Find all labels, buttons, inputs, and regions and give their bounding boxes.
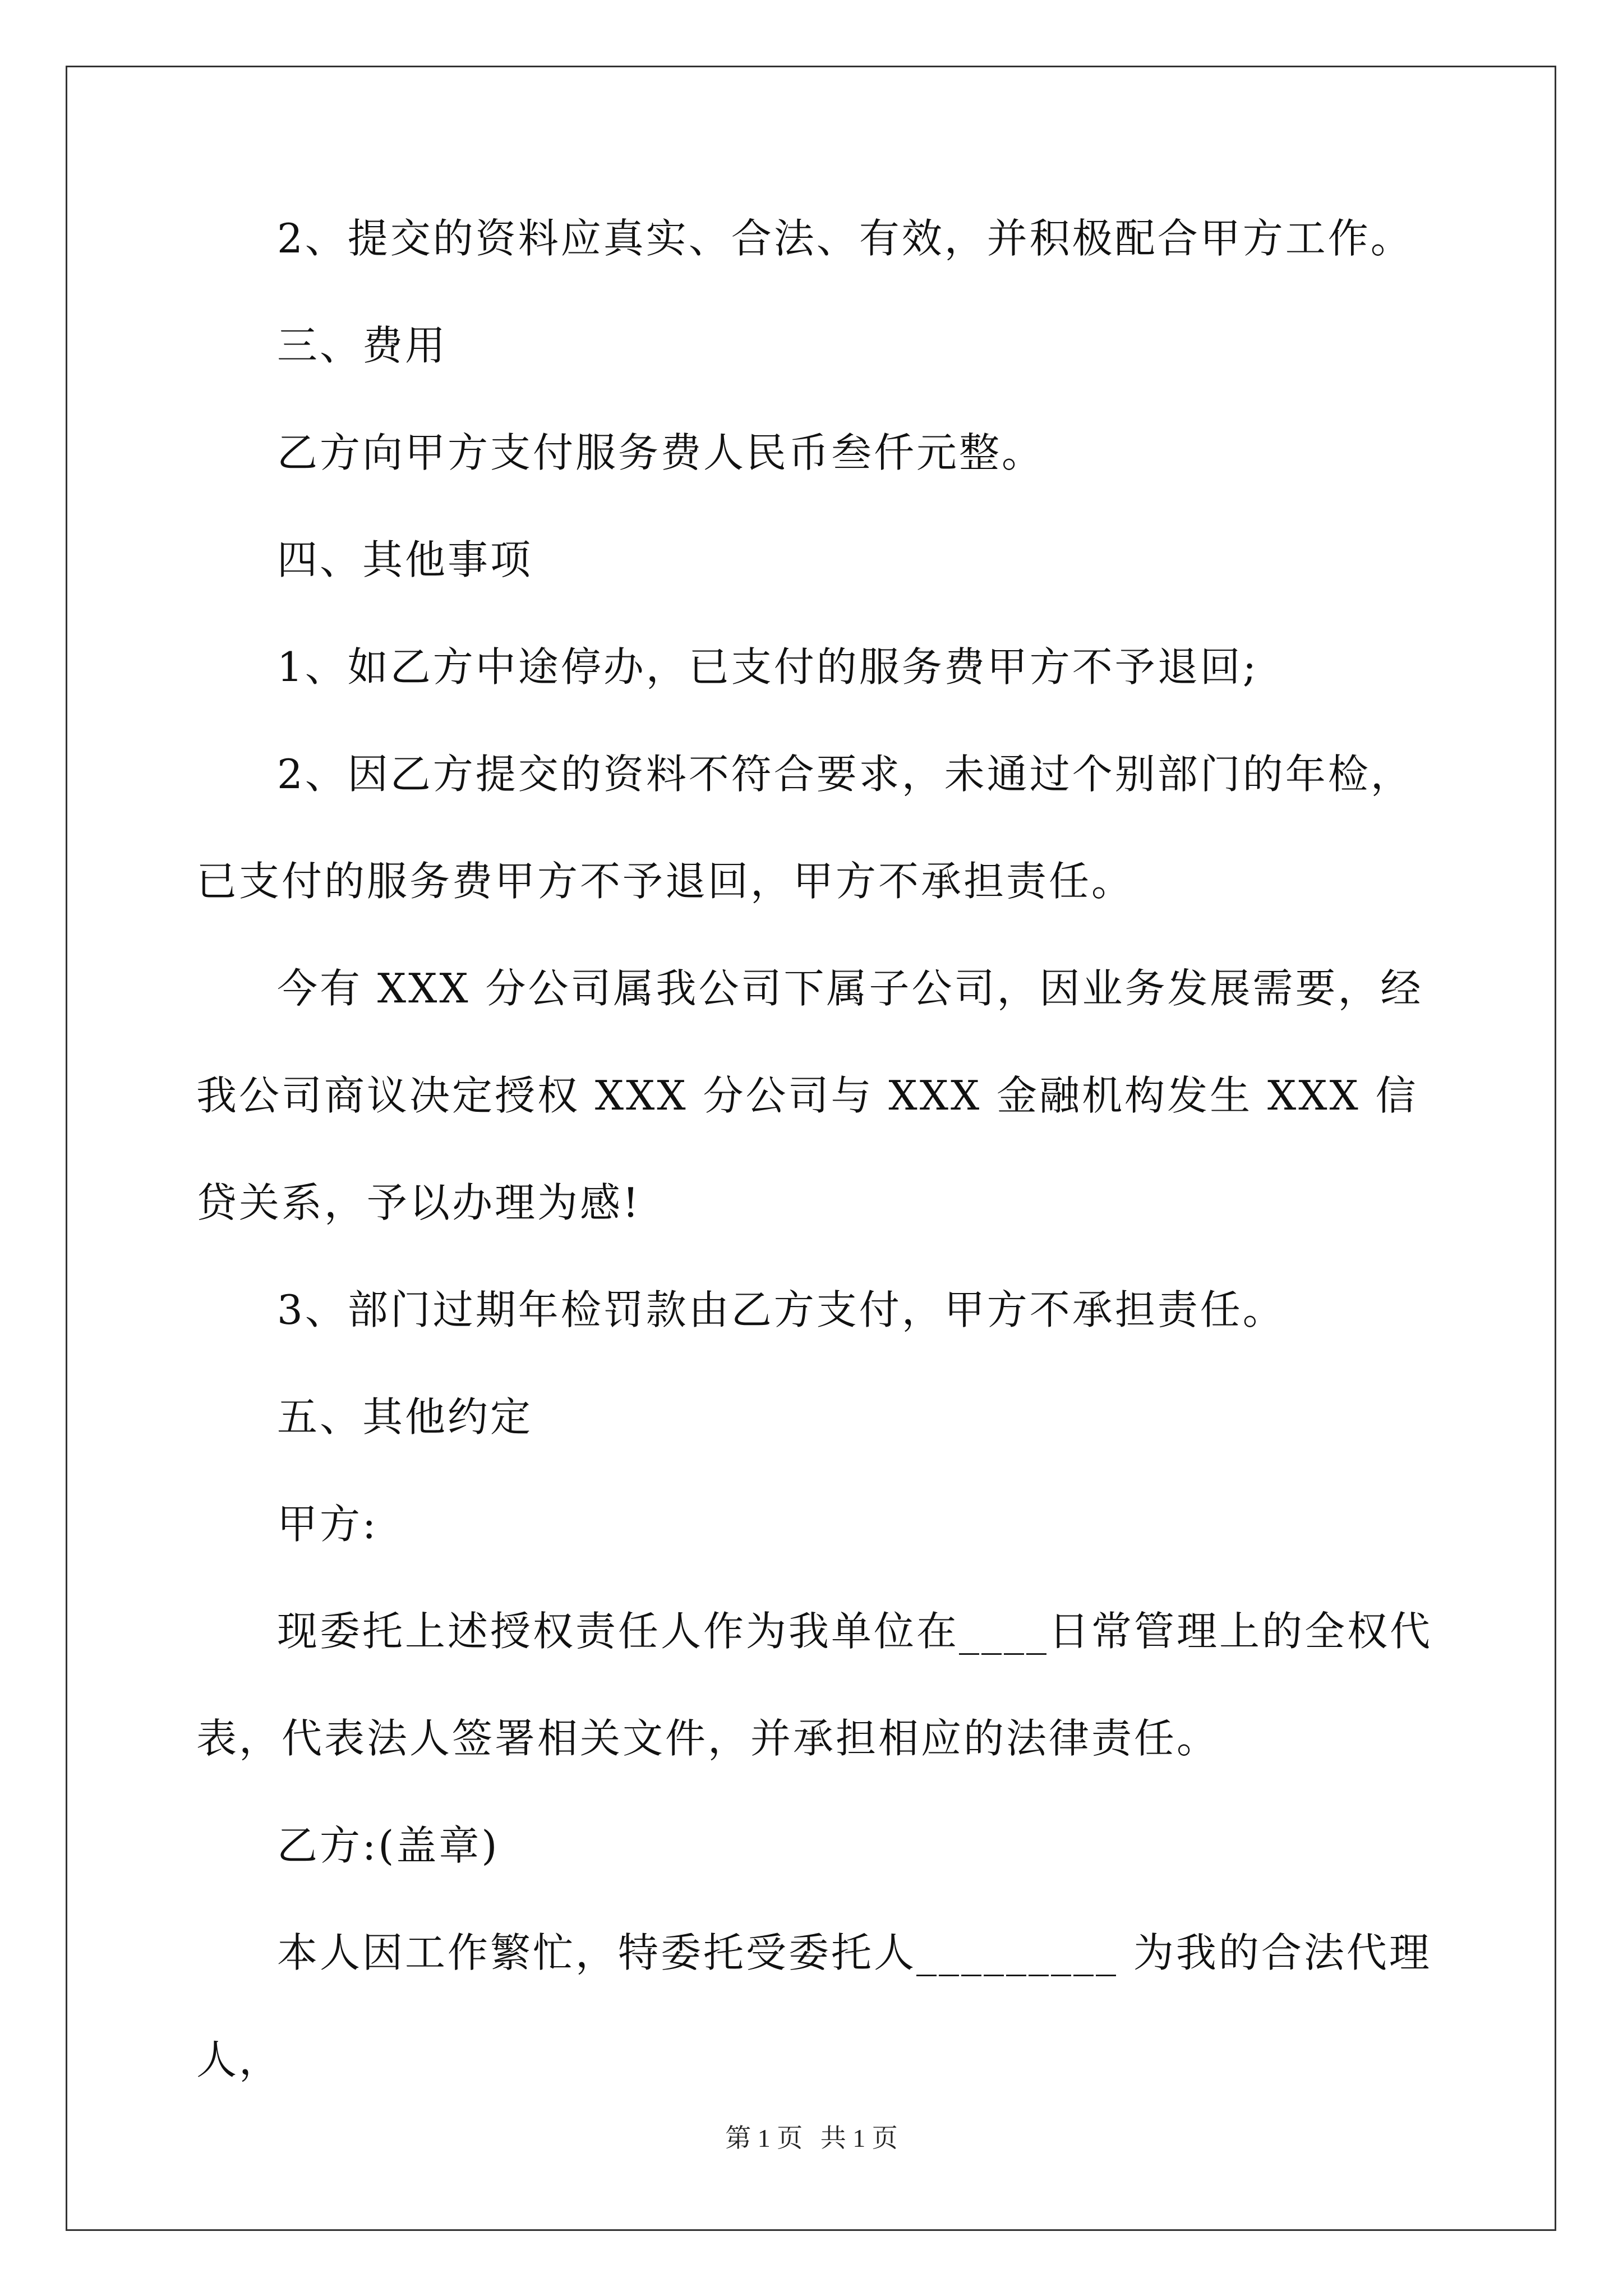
paragraph-6: 2、因乙方提交的资料不符合要求，未通过个别部门的年检，已支付的服务费甲方不予退回，甲方不承担责任。 xyxy=(196,751,1413,905)
paragraph-7: 今有 XXX 分公司属我公司下属子公司，因业务发展需要，经我公司商议决定授权 XXX 分公司与 XXX 金融机构发生 XXX 信贷关系，予以办理为感! xyxy=(196,965,1423,1226)
paragraph-12: 乙方:(盖章) xyxy=(277,1822,500,1869)
page-number-total: 共 1 页 xyxy=(820,2124,898,2152)
paragraph-9: 五、其他约定 xyxy=(277,1393,533,1441)
paragraph-10: 甲方: xyxy=(277,1501,379,1548)
page-footer xyxy=(0,2118,1623,2155)
paragraph-4: 四、其他事项 xyxy=(277,536,533,583)
document-body xyxy=(196,185,1441,2114)
paragraph-11: 现委托上述授权责任人作为我单位在____日常管理上的全权代表，代表法人签署相关文件，并承担相应的法律责任。 xyxy=(196,1608,1433,1762)
paragraph-1: 2、提交的资料应真实、合法、有效，并积极配合甲方工作。 xyxy=(277,215,1413,262)
paragraph-2: 三、费用 xyxy=(277,322,448,369)
page-number-current: 第 1 页 xyxy=(725,2124,803,2152)
paragraph-5: 1、如乙方中途停办，已支付的服务费甲方不予退回; xyxy=(277,643,1259,691)
paragraph-13: 本人因工作繁忙，特委托受委托人_________ 为我的合法代理人， xyxy=(196,1929,1432,2083)
paragraph-3: 乙方向甲方支付服务费人民币叁仟元整。 xyxy=(277,429,1045,476)
paragraph-8: 3、部门过期年检罚款由乙方支付，甲方不承担责任。 xyxy=(277,1286,1285,1333)
